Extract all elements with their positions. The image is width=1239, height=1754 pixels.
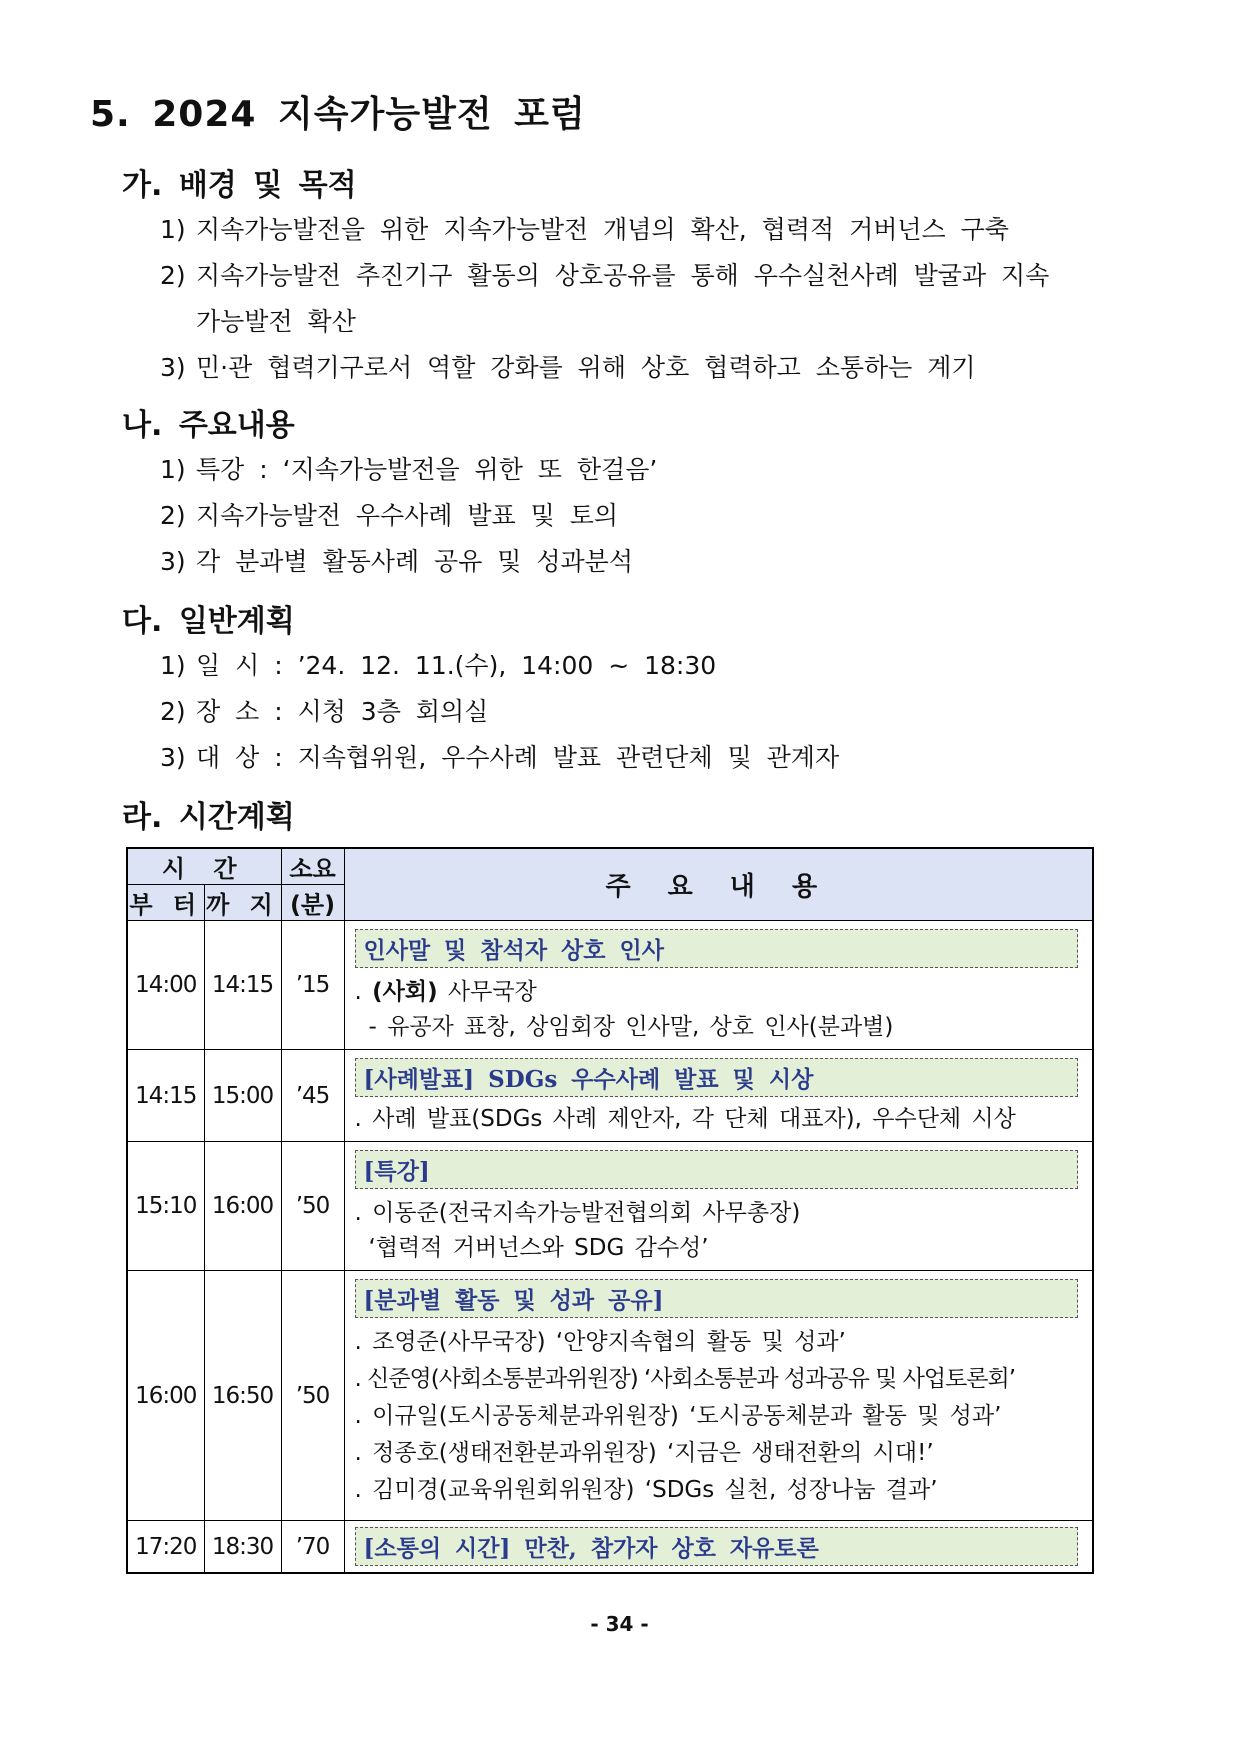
session-content [344,921,1093,1050]
end-time: 16:50 [204,1271,281,1521]
list-item [160,738,839,774]
schedule-table [126,847,1094,1574]
content-line: ‘협력적 거버넌스와 SDG 감수성’ [368,1235,709,1261]
start-time: 16:00 [127,1271,204,1521]
item-text: 대 상 : 지속협위원, 우수사례 발표 관련단체 및 관계자 [196,743,840,772]
list-item [160,542,633,578]
list-item [160,646,716,682]
item-text: 지속가능발전 우수사례 발표 및 토의 [196,501,619,530]
end-time: 16:00 [204,1142,281,1271]
table-row [127,1271,1093,1521]
session-content [344,1271,1093,1521]
list-item [160,496,618,532]
content-line [355,974,1079,1011]
end-time: 15:00 [204,1050,281,1142]
item-text: 각 분과별 활동사례 공유 및 성과분석 [196,547,633,576]
page-title: 5. 2024 지속가능발전 포럼 [90,94,586,135]
section-heading-schedule: 라. 시간계획 [122,800,295,835]
start-time: 14:00 [127,921,204,1050]
content-line: . 김미경(교육위원회위원장) ‘SDGs 실천, 성장나눔 결과’ [354,1477,938,1503]
item-number: 3) [160,743,186,772]
list-item [160,256,1049,292]
table-row [127,1142,1093,1271]
item-text: 장 소 : 시청 3층 회의실 [196,697,489,726]
list-item [160,692,488,728]
header-duration-top: 소요 [281,848,344,885]
item-number: 3) [160,353,186,382]
end-time: 14:15 [204,921,281,1050]
end-time: 18:30 [204,1521,281,1574]
session-title: [특강] [355,1150,1079,1189]
item-number: 1) [160,455,186,484]
item-text: 민·관 협력기구로서 역할 강화를 위해 상호 협력하고 소통하는 계기 [196,353,976,382]
item-text: 지속가능발전을 위한 지속가능발전 개념의 확산, 협력적 거버넌스 구축 [196,215,1009,244]
duration: ’70 [281,1521,344,1574]
item-number: 1) [160,651,186,680]
role-text: 사무국장 [437,979,537,1005]
content-line: . 정종호(생태전환분과위원장) ‘지금은 생태전환의 시대!’ [354,1440,934,1466]
start-time: 17:20 [127,1521,204,1574]
item-text-continuation: 가능발전 확산 [196,307,356,336]
section-heading-contents: 나. 주요내용 [122,408,295,443]
duration: ’15 [281,921,344,1050]
duration: ’50 [281,1142,344,1271]
content-line: . 사례 발표(SDGs 사례 제안자, 각 단체 대표자), 우수단체 시상 [354,1106,1016,1132]
section-heading-general-plan: 다. 일반계획 [122,604,295,639]
session-title: [분과별 활동 및 성과 공유] [355,1279,1079,1318]
role-label: (사회) [372,979,438,1005]
session-title: [사례발표] SDGs 우수사례 발표 및 시상 [355,1058,1079,1097]
session-content [344,1521,1093,1574]
header-to: 까 지 [204,885,281,921]
item-number: 1) [160,215,186,244]
header-from: 부 터 [127,885,204,921]
bullet: . [354,979,373,1005]
start-time: 14:15 [127,1050,204,1142]
item-text: 특강 : ‘지속가능발전을 위한 또 한걸음’ [196,455,658,484]
content-line: . 신준영(사회소통분과위원장) ‘사회소통분과 성과공유 및 사업토론회’ [354,1366,1016,1392]
item-text: 지속가능발전 추진기구 활동의 상호공유를 통해 우수실천사례 발굴과 지속 [196,261,1050,290]
list-item [160,210,1009,246]
item-number: 2) [160,261,186,290]
duration: ’45 [281,1050,344,1142]
header-content: 주 요 내 용 [344,848,1093,921]
start-time: 15:10 [127,1142,204,1271]
content-line: . 이동준(전국지속가능발전협의회 사무총장) [354,1200,801,1226]
item-number: 2) [160,501,186,530]
session-content [344,1050,1093,1142]
table-row [127,1521,1093,1574]
table-row [127,921,1093,1050]
section-heading-background: 가. 배경 및 목적 [122,168,357,203]
page-number: - 34 - [590,1612,649,1636]
duration: ’50 [281,1271,344,1521]
item-text: 일 시 : ’24. 12. 11.(수), 14:00 ~ 18:30 [196,651,717,680]
table-row [127,1050,1093,1142]
header-time: 시 간 [127,848,281,885]
header-duration-bottom: (분) [281,885,344,921]
list-item [160,348,976,384]
session-title: 인사말 및 참석자 상호 인사 [355,929,1079,968]
table-header-row [127,848,1093,885]
session-content [344,1142,1093,1271]
item-number: 2) [160,697,186,726]
content-line: - 유공자 표창, 상임회장 인사말, 상호 인사(분과별) [368,1014,894,1040]
item-number: 3) [160,547,186,576]
session-title: [소통의 시간] 만찬, 참가자 상호 자유토론 [355,1527,1079,1566]
content-line: . 조영준(사무국장) ‘안양지속협의 활동 및 성과’ [354,1329,846,1355]
content-line: . 이규일(도시공동체분과위원장) ‘도시공동체분과 활동 및 성과’ [354,1403,1002,1429]
list-item [160,450,657,486]
